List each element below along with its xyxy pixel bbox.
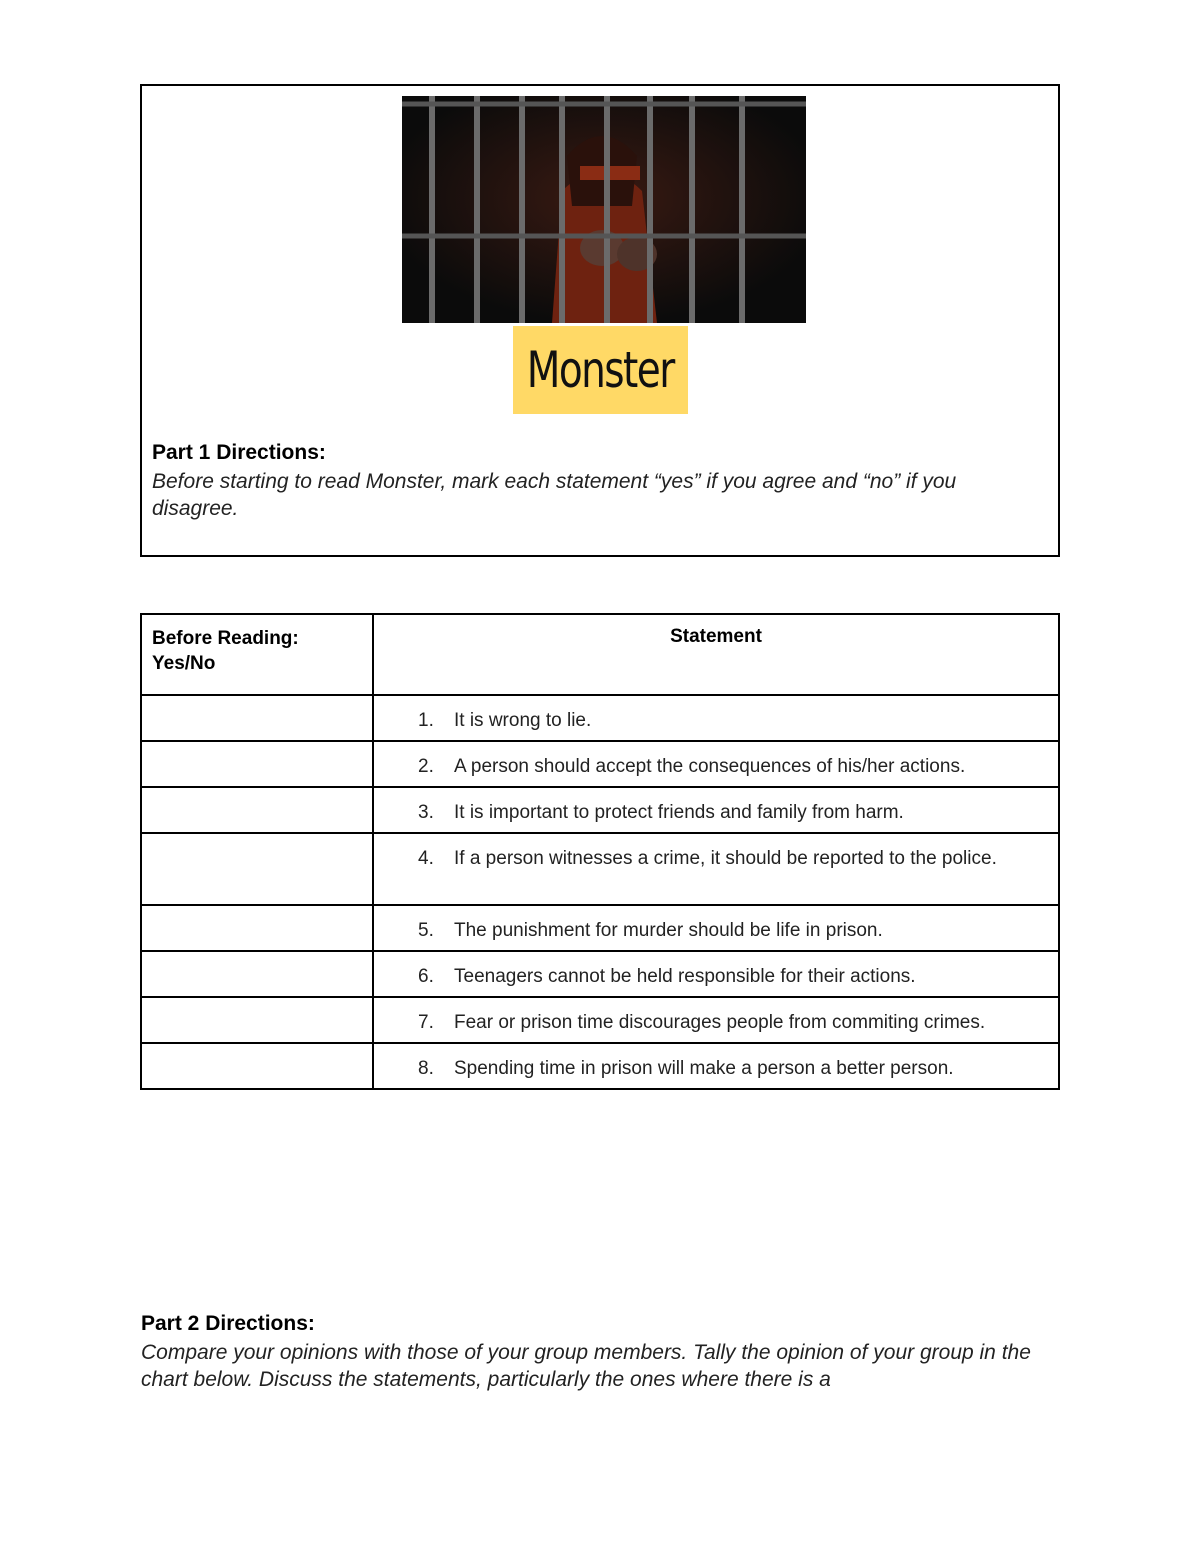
- table-row: [141, 1043, 1059, 1089]
- intro-box: [140, 84, 1060, 557]
- answer-cell-8[interactable]: [141, 1043, 373, 1089]
- answer-cell-3[interactable]: [141, 787, 373, 833]
- answer-cell-2[interactable]: [141, 741, 373, 787]
- table-row: [141, 741, 1059, 787]
- statement-cell: [373, 787, 1059, 833]
- col-statement-header: Statement: [373, 614, 1059, 695]
- statement-text: Fear or prison time discourages people from commiting crimes.: [454, 1012, 986, 1033]
- part2-heading: Part 2 Directions:: [141, 1312, 315, 1335]
- statement-number: 5.: [418, 920, 434, 941]
- statement-text: If a person witnesses a crime, it should be reported to the police.: [454, 848, 997, 869]
- table-row: [141, 951, 1059, 997]
- part1-directions: Before starting to read Monster, mark each statement “yes” if you agree and “no” if you disagree.: [152, 470, 957, 520]
- statement-text: A person should accept the consequences of his/her actions.: [454, 756, 966, 777]
- col-before-reading-header: Before Reading: Yes/No: [141, 614, 373, 695]
- answer-cell-5[interactable]: [141, 905, 373, 951]
- statement-number: 1.: [418, 710, 434, 731]
- statements-table: [140, 613, 1060, 1090]
- table-row: [141, 787, 1059, 833]
- statement-cell: [373, 1043, 1059, 1089]
- title-highlight: [513, 326, 688, 414]
- statement-number: 7.: [418, 1012, 434, 1033]
- answer-cell-4[interactable]: [141, 833, 373, 905]
- table-row: [141, 905, 1059, 951]
- statement-cell: [373, 833, 1059, 905]
- table-header-row: [141, 614, 1059, 695]
- part1-heading: Part 1 Directions:: [152, 441, 326, 464]
- statement-cell: [373, 905, 1059, 951]
- prison-bars-image: [402, 96, 806, 323]
- answer-cell-1[interactable]: [141, 695, 373, 741]
- statement-text: It is wrong to lie.: [454, 710, 592, 731]
- statement-cell: [373, 741, 1059, 787]
- statement-cell: [373, 951, 1059, 997]
- statement-text: Teenagers cannot be held responsible for their actions.: [454, 966, 916, 987]
- statement-number: 8.: [418, 1058, 434, 1079]
- statement-number: 4.: [418, 848, 434, 869]
- statement-number: 6.: [418, 966, 434, 987]
- answer-cell-6[interactable]: [141, 951, 373, 997]
- part2-directions: Compare your opinions with those of your group members. Tally the opinion of your group in the chart below. Discuss the statements, particularly the ones where there is a: [141, 1341, 1031, 1391]
- table-row: [141, 695, 1059, 741]
- table-row: [141, 997, 1059, 1043]
- prisoner-behind-bars-illustration: [402, 96, 806, 323]
- statement-text: The punishment for murder should be life in prison.: [454, 920, 883, 941]
- statement-cell: [373, 695, 1059, 741]
- answer-cell-7[interactable]: [141, 997, 373, 1043]
- statement-text: It is important to protect friends and family from harm.: [454, 802, 904, 823]
- statement-number: 3.: [418, 802, 434, 823]
- statement-text: Spending time in prison will make a person a better person.: [454, 1058, 954, 1079]
- table-row: [141, 833, 1059, 905]
- statement-cell: [373, 997, 1059, 1043]
- document-title: Monster: [527, 341, 674, 399]
- statement-number: 2.: [418, 756, 434, 777]
